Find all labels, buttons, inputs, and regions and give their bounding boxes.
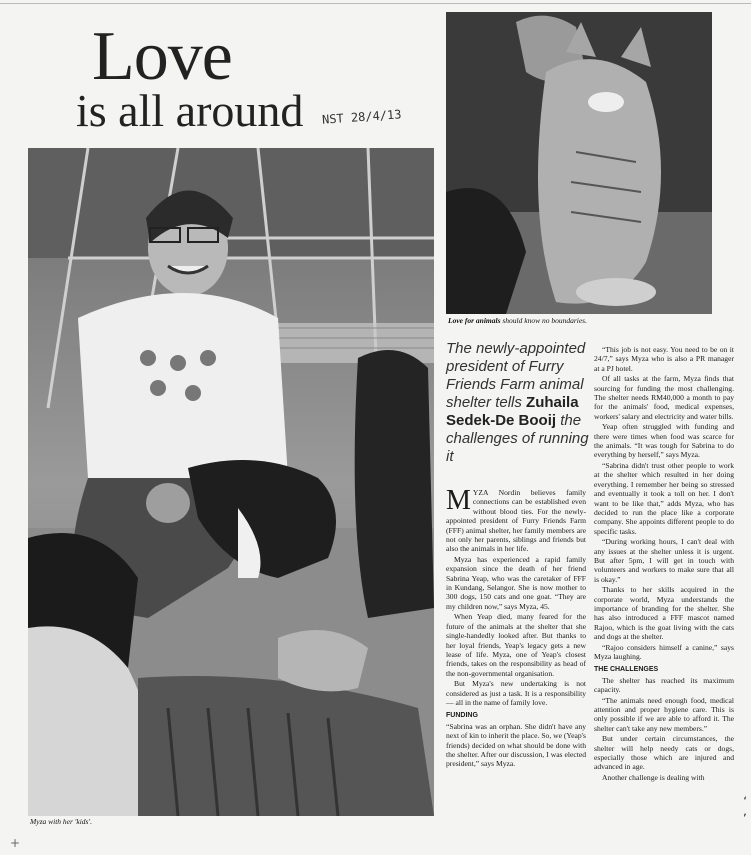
- col2-paragraph: “Sabrina didn't trust other people to work at the shelter which resulted in her doing everything. I remember her being so stressed and eventually it took a toll on her. I don't want to be like that,” adds Myza, who has decided to run the place like a corporate company. She appoints different people to do specific tasks.: [594, 460, 734, 536]
- subhead-challenges: THE CHALLENGES: [594, 666, 659, 674]
- margin-mark: ‘ ‚: [742, 796, 749, 818]
- headline-line1: Love: [92, 18, 232, 95]
- col2-paragraph: But under certain circumstances, the shelter will help needy cats or dogs, especially those which are injured and advanced in age.: [594, 734, 734, 772]
- article-column-2: [594, 345, 734, 783]
- deck-text-before: The newly-appointed president of Furry Friends Farm animal shelter tells: [446, 340, 586, 411]
- cats-photo-caption: [448, 316, 587, 325]
- col1-paragraph: But Myza's new undertaking is not considered as just a task. It is a responsibility — all in the name of family love.: [446, 679, 586, 707]
- col2-paragraph: Of all tasks at the farm, Myza finds that sourcing for funding the most challenging. The shelter needs RM40,000 a month to pay for the animals' food, medical expenses, workers' salary and electricity and water bills.: [594, 374, 734, 421]
- deck: [446, 340, 596, 466]
- col1-paragraph: Myza has experienced a rapid family expansion since the death of her friend Sabrina Yeap, who was the caretaker of FFF in Kundang, Selangor. She is now mother to 300 dogs, 150 cats and one goat. “They are my children now,” says Myza, 45.: [446, 554, 586, 611]
- handwritten-date-stamp: NST 28/4/13: [321, 107, 402, 127]
- deck-author: Zuhaila Sedek-De Booij: [446, 394, 579, 429]
- col2-paragraph: “This job is not easy. You need to be on it 24/7,” says Myza who is also a PR manager at a PJ hotel.: [594, 345, 734, 373]
- col2-paragraph: “Rajoo considers himself a canine,” says Myza laughing.: [594, 642, 734, 661]
- deck-text-after: the challenges of running it: [446, 412, 589, 465]
- crosshair-mark: +: [10, 836, 21, 850]
- col2-paragraph: Yeap often struggled with funding and there were times when food was scarce for the animals. “It was tough for Sabrina to do everything by herself,” says Myza.: [594, 422, 734, 460]
- drop-cap: M: [446, 485, 471, 516]
- col1-paragraph: YZA Nordin believes family connections can be established even without blood ties. For the newly-appointed president of Furry Friends Farm (FFF) animal shelter, her family members are not only her parents, siblings and friends but also the animals in her life.: [446, 488, 586, 554]
- col2-paragraph: Thanks to her skills acquired in the corporate world, Myza understands the importance of branding for the shelter. She has also introduced a FFF mascot named Rajoo, which is the goat living with the cats and dogs at the shelter.: [594, 585, 734, 642]
- col2-paragraph: The shelter has reached its maximum capacity.: [594, 675, 734, 695]
- main-photo: [28, 148, 434, 816]
- headline-line2: is all around: [76, 85, 304, 136]
- article-column-1: [446, 485, 586, 770]
- col2-paragraph: “The animals need enough food, medical attention and proper hygiene care. This is only possible if we are able to afford it. The shelter can't take any new members.”: [594, 695, 734, 733]
- top-rule: [0, 3, 751, 4]
- col1-paragraph: “Sabrina was an orphan. She didn't have any next of kin to inherit the place. So, we (Yeap's friends) decided on what should be done with the shelter. After our discussion, I was elected president,” says Myza.: [446, 721, 586, 769]
- cats-caption-rest: should know no boundaries.: [500, 316, 587, 325]
- col1-paragraph: When Yeap died, many feared for the future of the animals at the shelter that she single-handedly looked after. But thanks to her loyal friends, Yeap's legacy gets a new lease of life. Myza, one of Yeap's closest friends, takes on the responsibility as head of the non-governmental organisation.: [446, 612, 586, 678]
- main-photo-caption: Myza with her 'kids'.: [30, 817, 92, 826]
- col2-paragraph: “During working hours, I can't deal with any issues at the shelter unless it is urgent. But after 5pm, I will get in touch with volunteers and workers to make sure that all is okay.”: [594, 537, 734, 584]
- subhead-funding: FUNDING: [446, 712, 478, 720]
- col2-paragraph: Another challenge is dealing with: [602, 772, 705, 782]
- cats-caption-bold: Love for animals: [448, 316, 501, 325]
- cats-photo: [446, 12, 712, 314]
